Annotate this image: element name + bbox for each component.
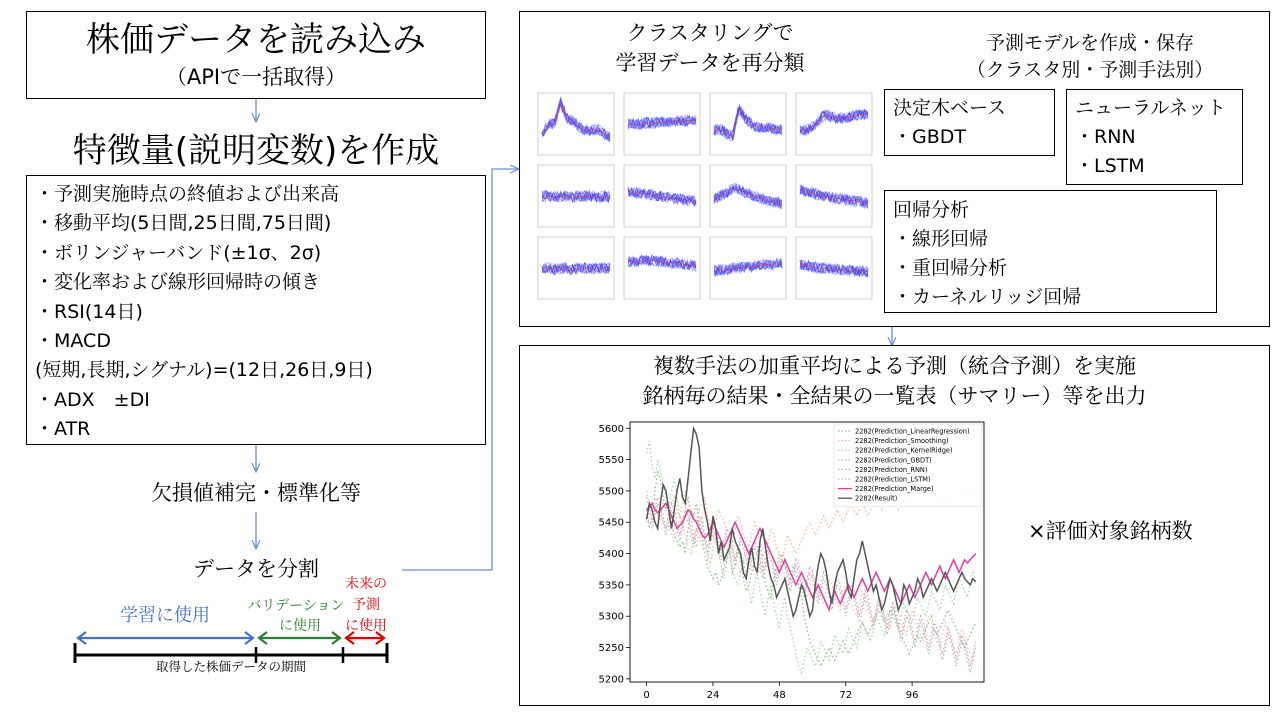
test-label-2: 予測 (352, 597, 380, 613)
cluster-thumbnail (538, 93, 614, 155)
regression-model-box (884, 190, 1217, 313)
train-label: 学習に使用 (120, 605, 210, 626)
nn-model-box (1066, 89, 1243, 185)
model-title-1: 予測モデルを作成・保存 (985, 32, 1195, 54)
load-data-box (26, 11, 486, 99)
y-tick-label: 5400 (598, 549, 624, 561)
cluster-thumbnail (710, 165, 786, 227)
result-title-1: 複数手法の加重平均による予測（統合予測）を実施 (653, 354, 1136, 378)
load-data-subtitle: （APIで一括取得） (165, 65, 347, 89)
legend-entry: 2282(Result) (855, 494, 898, 503)
y-tick-label: 5500 (598, 486, 624, 498)
preprocess-label: 欠損値補完・標準化等 (151, 481, 361, 505)
feature-item: (短期,長期,シグナル)=(12日,26日,9日) (35, 359, 373, 382)
y-tick-label: 5350 (598, 580, 624, 592)
nn-model-item: ・RNN (1075, 126, 1136, 148)
legend-entry: 2282(Prediction_RNN) (855, 465, 928, 474)
cluster-thumbnail (796, 165, 872, 227)
test-label-1: 未来の (345, 576, 387, 592)
tree-model-box (884, 89, 1055, 156)
nn-model-title: ニューラルネット (1075, 97, 1226, 119)
cluster-thumbnail (538, 237, 614, 299)
y-tick-label: 5550 (598, 455, 624, 467)
period-axis-label: 取得した株価データの期間 (155, 659, 306, 674)
prediction-chart (590, 412, 1010, 704)
tree-model-title: 決定木ベース (893, 97, 1007, 119)
y-tick-label: 5300 (598, 611, 624, 623)
x-tick-label: 24 (706, 690, 720, 701)
feature-item: ・予測実施時点の終値および出来高 (35, 183, 340, 205)
x-tick-label: 96 (905, 690, 919, 701)
load-data-title: 株価データを読み込み (86, 20, 426, 60)
test-label-3: に使用 (345, 618, 387, 634)
feature-item: ・変化率および線形回帰時の傾き (35, 271, 321, 294)
regression-model-item: ・カーネルリッジ回帰 (893, 286, 1082, 308)
features-box (26, 175, 486, 445)
feature-item: ・ボリンジャーバンド(±1σ、2σ) (35, 241, 322, 264)
cluster-thumbnails (534, 89, 879, 311)
split-title: データを分割 (193, 557, 319, 581)
y-tick-label: 5600 (598, 423, 624, 435)
cluster-thumbnail (624, 93, 700, 155)
cluster-title-1: クラスタリングで (626, 21, 794, 45)
legend-entry: 2282(Prediction_Smoothing) (855, 437, 949, 446)
legend-entry: 2282(Prediction_Marge) (855, 485, 934, 494)
regression-model-item: ・線形回帰 (893, 228, 989, 250)
train-span-arrow (78, 632, 253, 644)
y-tick-label: 5250 (598, 643, 624, 655)
x-tick-label: 0 (643, 690, 650, 701)
model-title-2: （クラスタ別・予測手法別） (966, 59, 1214, 81)
cluster-thumbnail (710, 93, 786, 155)
x-tick-label: 72 (839, 690, 853, 701)
cluster-thumbnail (624, 237, 700, 299)
feature-item: ・MACD (35, 330, 111, 353)
regression-model-item: ・重回帰分析 (893, 257, 1008, 279)
cluster-thumbnail (710, 237, 786, 299)
feature-item: ・ATR (35, 418, 91, 441)
feature-item: ・RSI(14日) (35, 300, 143, 323)
tree-model-item: ・GBDT (893, 126, 966, 148)
legend-entry: 2282(Prediction_GBDT) (855, 456, 932, 465)
x-tick-label: 48 (772, 690, 786, 701)
nn-model-item: ・LSTM (1075, 155, 1145, 177)
cluster-thumbnail (624, 165, 700, 227)
cluster-thumbnail (796, 237, 872, 299)
val-label-2: に使用 (279, 618, 321, 634)
feature-item: ・移動平均(5日間,25日間,75日間) (35, 212, 332, 235)
val-label-1: バリデーション (247, 598, 345, 614)
y-tick-label: 5200 (598, 674, 624, 686)
cluster-thumbnail-grid (534, 89, 879, 311)
multiplier-label: ×評価対象銘柄数 (1028, 519, 1193, 543)
cluster-thumbnail (538, 165, 614, 227)
result-title-2: 銘柄毎の結果・全結果の一覧表（サマリー）等を出力 (642, 384, 1147, 408)
regression-model-title: 回帰分析 (893, 199, 970, 221)
cluster-title-2: 学習データを再分類 (615, 51, 805, 75)
cluster-thumbnail (796, 93, 872, 155)
legend-entry: 2282(Prediction_LinearRegression) (855, 427, 970, 436)
legend-entry: 2282(Prediction_LSTM) (855, 475, 931, 484)
feature-item: ・ADX ±DI (35, 388, 150, 411)
y-tick-label: 5450 (598, 517, 624, 529)
features-title: 特徴量(説明変数)を作成 (72, 131, 440, 171)
legend-entry: 2282(Prediction_KernelRidge) (855, 446, 953, 455)
result-box (519, 345, 1270, 706)
